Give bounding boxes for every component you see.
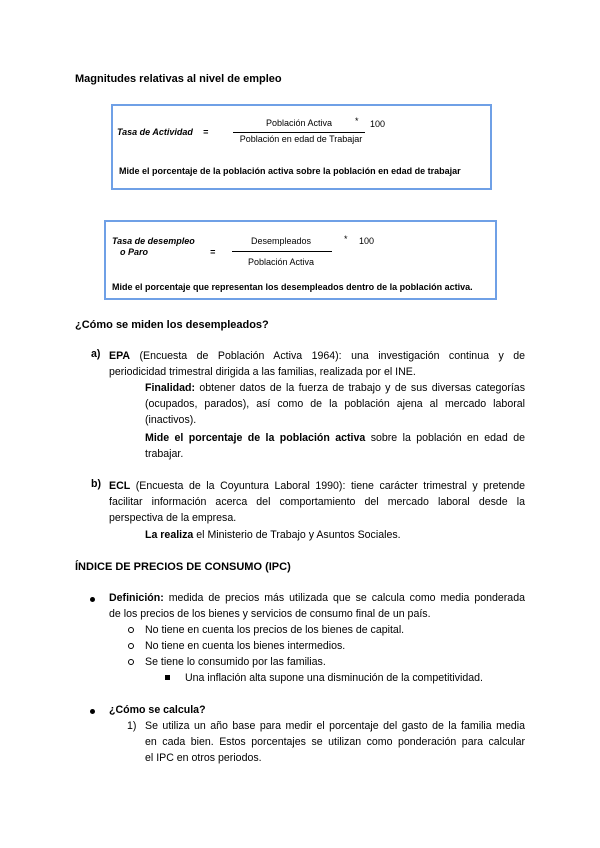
formula-label-desempleo-l1: Tasa de desempleo — [112, 236, 195, 246]
como-se-calcula-label: ¿Cómo se calcula? — [109, 704, 206, 716]
realiza-label: La realiza — [145, 529, 194, 541]
step-marker-1: 1) — [127, 720, 137, 732]
epa-term: EPA — [109, 350, 130, 362]
finalidad-label: Finalidad: — [145, 382, 196, 394]
section-title-desempleados: ¿Cómo se miden los desempleados? — [75, 319, 269, 331]
formula-factor: 100 — [370, 119, 386, 129]
formula-label-desempleo-l2: o Paro — [120, 247, 149, 257]
definicion-line2: de los precios de los bienes y servicios de consumo final de un país. — [109, 608, 431, 620]
formula-equals: = — [210, 247, 216, 257]
mide-line2: trabajar. — [145, 448, 184, 460]
formula-mult: * — [355, 116, 359, 126]
finalidad-line1 — [145, 380, 525, 396]
ecl-line2: facilitar información acerca del comportamiento del mercado laboral desde la — [109, 496, 525, 508]
definicion-label: Definición: — [109, 592, 164, 604]
list-marker-b: b) — [91, 478, 101, 490]
realiza-text: el Ministerio de Trabajo y Asuntos Sociales. — [196, 529, 401, 541]
realiza-line — [145, 527, 401, 543]
section-title-ipc: ÍNDICE DE PRECIOS DE CONSUMO (IPC) — [75, 561, 291, 573]
fraction-bar — [232, 251, 332, 252]
section-title-empleo: Magnitudes relativas al nivel de empleo — [75, 73, 282, 85]
mide-text1: sobre la población en edad de — [370, 432, 525, 444]
bullet-icon — [90, 709, 95, 714]
ecl-text1: (Encuesta de la Coyuntura Laboral 1990): tiene carácter trimestral y pretende — [135, 480, 525, 492]
circle-bullet-icon — [128, 659, 134, 665]
formula-factor: 100 — [359, 236, 375, 246]
step1-line2: en cada bien. Estos porcentajes se utilizan como ponderación para calcular — [145, 736, 525, 748]
circle-bullet-icon — [128, 627, 134, 633]
mide-label: Mide el porcentaje de la población activa — [145, 432, 366, 444]
sub-sub-item: Una inflación alta supone una disminución de la competitividad. — [185, 672, 483, 684]
epa-line2: periodicidad trimestral dirigida a las familias, realizada por el INE. — [109, 366, 416, 378]
formula-equals: = — [203, 127, 209, 137]
finalidad-line2: (ocupados, parados), así como de la población ajena al mercado laboral — [145, 398, 525, 410]
definicion-line1 — [109, 590, 525, 606]
formula-numerator: Población Activa — [265, 118, 333, 128]
formula-denominator: Población Activa — [247, 257, 315, 267]
definicion-text1: medida de precios más utilizada que se calcula como media ponderada — [168, 592, 525, 604]
formula-mult: * — [344, 234, 348, 244]
formula-numerator: Desempleados — [250, 236, 312, 246]
formula-description: Mide el porcentaje de la población activa sobre la población en edad de trabajar — [119, 166, 461, 176]
formula-label-actividad: Tasa de Actividad — [117, 127, 193, 137]
ecl-line3: perspectiva de la empresa. — [109, 512, 237, 524]
formula-box-actividad — [111, 104, 492, 190]
sub-item-2: No tiene en cuenta los bienes intermedios. — [145, 640, 346, 652]
bullet-icon — [90, 597, 95, 602]
square-bullet-icon — [165, 675, 170, 680]
ecl-line1 — [109, 478, 525, 494]
sub-item-3: Se tiene lo consumido por las familias. — [145, 656, 326, 668]
step1-line3: el IPC en otros periodos. — [145, 752, 262, 764]
finalidad-line3: (inactivos). — [145, 414, 197, 426]
mide-line1 — [145, 430, 525, 446]
fraction-bar — [233, 132, 365, 133]
epa-line1 — [109, 348, 525, 364]
step1-line1: Se utiliza un año base para medir el porcentaje del gasto de la familia media — [145, 720, 525, 732]
formula-description: Mide el porcentaje que representan los desempleados dentro de la población activa. — [112, 282, 473, 292]
formula-denominator: Población en edad de Trabajar — [239, 134, 363, 144]
formula-box-desempleo — [104, 220, 497, 300]
epa-text1: (Encuesta de Población Activa 1964): una investigación continua y de — [139, 350, 525, 362]
list-marker-a: a) — [91, 348, 101, 360]
sub-item-1: No tiene en cuenta los precios de los bienes de capital. — [145, 624, 405, 636]
circle-bullet-icon — [128, 643, 134, 649]
ecl-term: ECL — [109, 480, 131, 492]
finalidad-text1: obtener datos de la fuerza de trabajo y de sus diversas categorías — [199, 382, 525, 394]
